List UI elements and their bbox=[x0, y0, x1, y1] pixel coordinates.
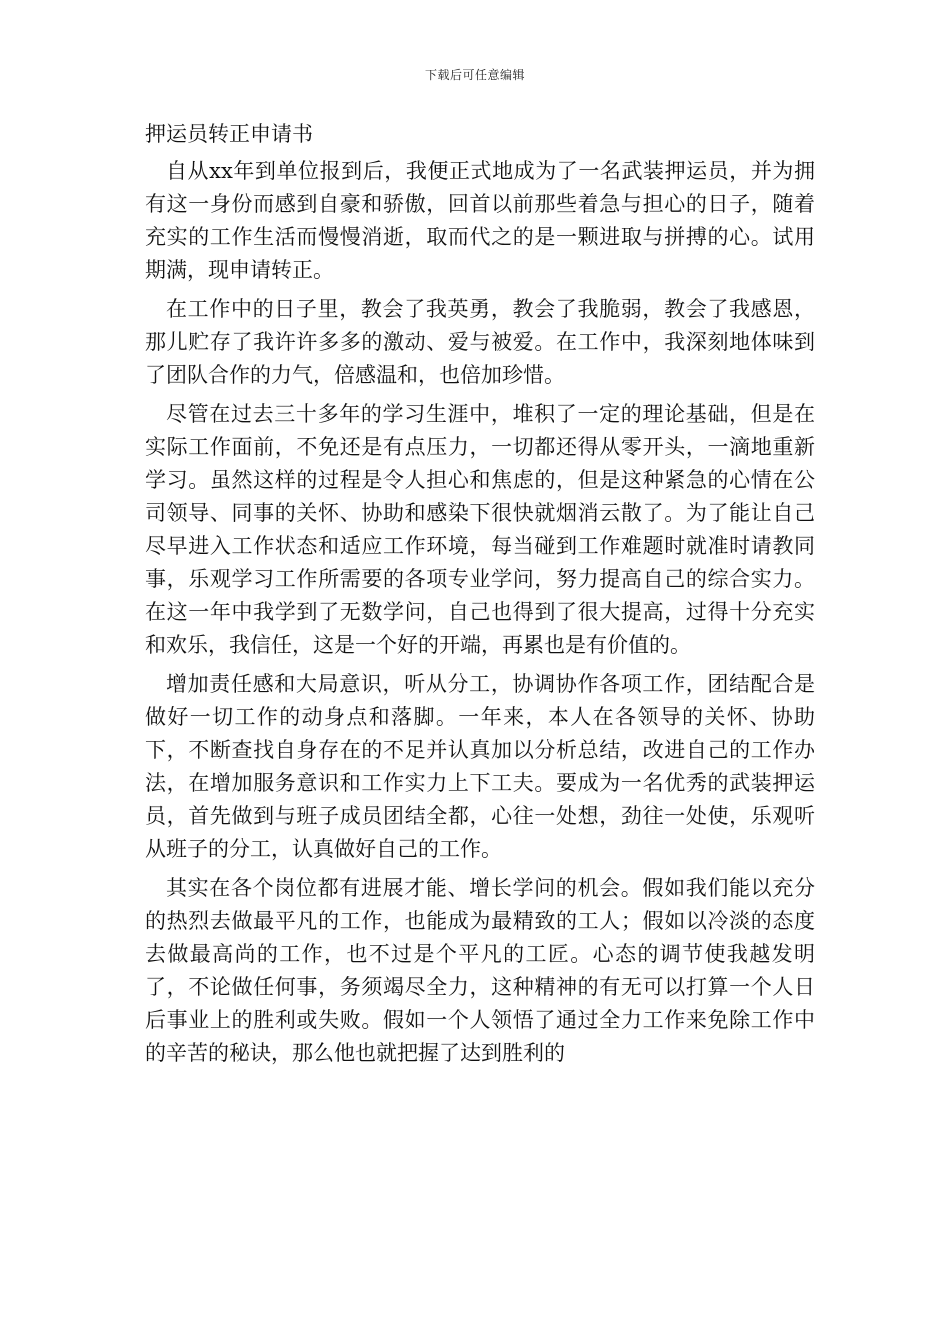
page-header: 下载后可任意编辑 bbox=[424, 68, 525, 82]
document-body bbox=[145, 118, 815, 1076]
paragraph-5: 其实在各个岗位都有进展才能、增长学问的机会。假如我们能以充分的热烈去做最平凡的工作，也能成为最精致的工人；假如以冷淡的态度去做最高尚的工作，也不过是个平凡的工匠。心态的调节使我越发明了，不论做任何事，务须竭尽全力，这种精神的有无可以打算一个人日后事业上的胜利或失败。假如一个人领悟了通过全力工作来免除工作中的辛苦的秘诀，那么他也就把握了达到胜利的 bbox=[145, 876, 815, 1065]
paragraph-4: 增加责任感和大局意识，听从分工，协调协作各项工作，团结配合是做好一切工作的动身点和落脚。一年来，本人在各领导的关怀、协助下，不断查找自身存在的不足并认真加以分析总结，改进自己的工作办法，在增加服务意识和工作实力上下工夫。要成为一名优秀的武装押运员，首先做到与班子成员团结全都，心往一处想，劲往一处使，乐观听从班子的分工，认真做好自己的工作。 bbox=[145, 672, 815, 861]
paragraph-3: 尽管在过去三十多年的学习生涯中，堆积了一定的理论基础，但是在实际工作面前，不免还是有点压力，一切都还得从零开头，一滴地重新学习。虽然这样的过程是令人担心和焦虑的，但是这种紧急的心情在公司领导、同事的关怀、协助和感染下很快就烟消云散了。为了能让自己尽早进入工作状态和适应工作环境，每当碰到工作难题时就准时请教同事，乐观学习工作所需要的各项专业学问，努力提高自己的综合实力。在这一年中我学到了无数学问，自己也得到了很大提高，过得十分充实和欢乐，我信任，这是一个好的开端，再累也是有价值的。 bbox=[145, 402, 815, 657]
paragraph-2: 在工作中的日子里，教会了我英勇，教会了我脆弱，教会了我感恩，那儿贮存了我许许多多的激动、爱与被爱。在工作中，我深刻地体味到了团队合作的力气，倍感温和，也倍加珍惜。 bbox=[145, 297, 815, 387]
document-title: 押运员转正申请书 bbox=[145, 122, 313, 146]
paragraph-1: 自从xx年到单位报到后，我便正式地成为了一名武装押运员，并为拥有这一身份而感到自豪和骄傲，回首以前那些着急与担心的日子，随着充实的工作生活而慢慢消逝，取而代之的是一颗进取与拼搏的心。试用期满，现申请转正。 bbox=[145, 159, 815, 282]
